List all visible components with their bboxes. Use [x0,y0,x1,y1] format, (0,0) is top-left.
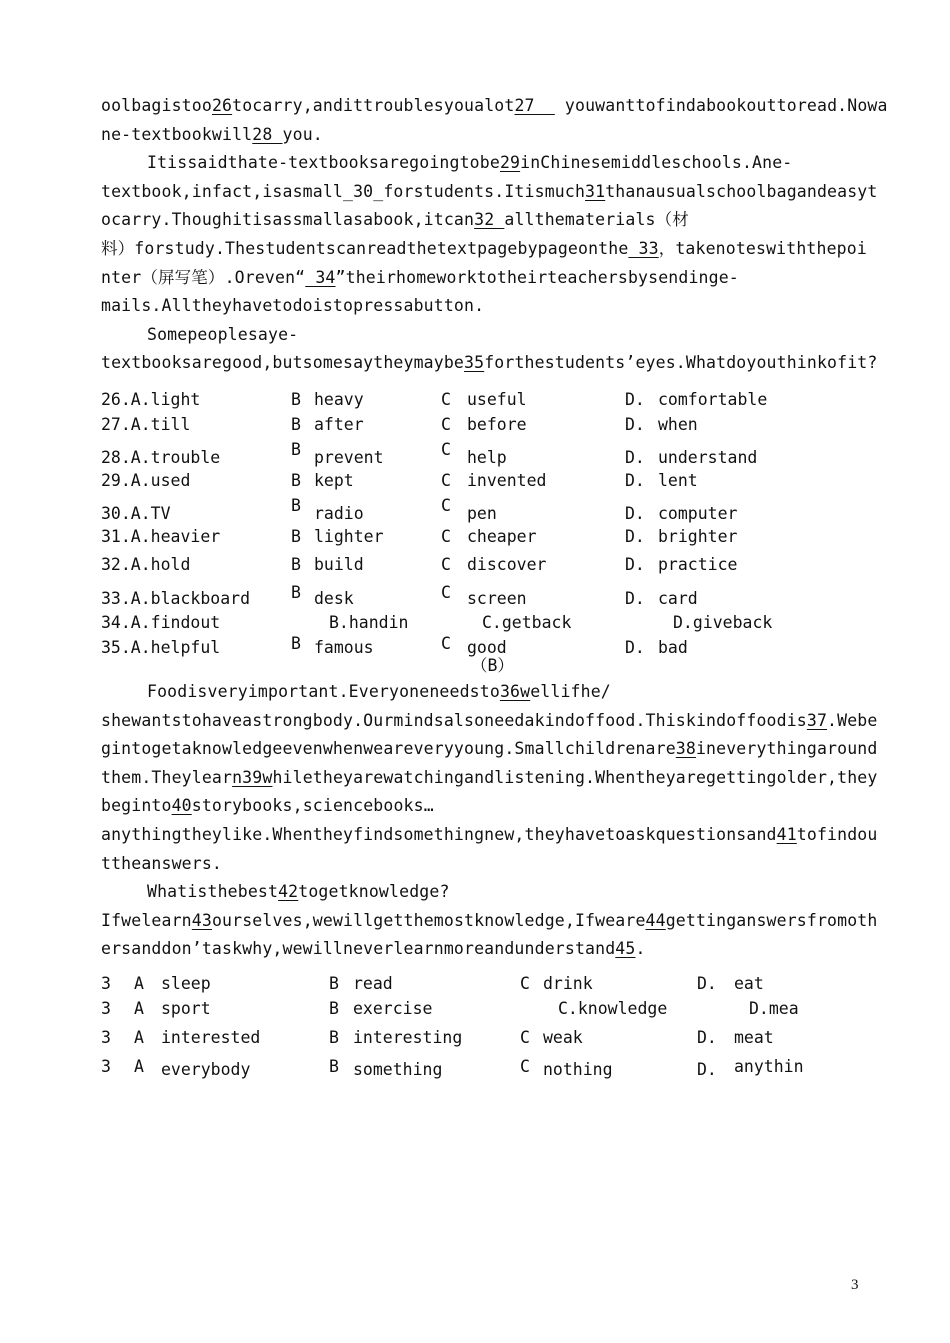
option-a: sleep [161,973,211,993]
text: thanausualschoolbagandeasyt [605,181,878,201]
text: hiletheyarewatchingandlistening.Whentheyaregettingolder,they [272,767,878,787]
text: forthestudents’eyes.Whatdoyouthinkofit? [484,353,878,373]
option-letter: B [291,495,301,515]
option-number: 27.A.till [101,414,191,434]
option-number: 32.A.hold [101,554,191,574]
option-letter: A [134,1027,144,1047]
document-page [101,92,888,1086]
option-letter: C [441,389,451,409]
option-c: help [467,447,507,467]
blank: 36w [499,681,531,701]
text: storybooks,sciencebooks… [191,796,434,816]
option-d: understand [658,447,758,467]
passage-line [101,821,878,850]
blank: 45 [615,939,636,959]
text: .Webe [827,710,878,730]
option-c: screen [467,588,527,608]
option-row-37 [101,997,853,1026]
blank: 40 [171,796,192,816]
option-row-33 [101,581,853,611]
text: Whatisthebest [147,882,279,902]
option-d: lent [658,470,698,490]
option-letter: D. [625,503,645,523]
option-letter: B [291,526,301,546]
option-letter: B [291,470,301,490]
passage-line [101,349,878,378]
text: ellifhe/ [530,681,611,701]
option-letter: B [329,973,339,993]
option-c: drink [543,973,593,993]
blank: 28 [252,124,283,144]
blank: 42 [278,882,299,902]
option-c: discover [467,554,547,574]
option-row-36 [101,972,853,997]
option-row-34 [101,611,853,636]
option-d: card [658,588,698,608]
option-number: 30.A.TV [101,503,171,523]
blank: 29 [499,153,521,173]
option-letter: A [134,998,144,1018]
option-letter: C [441,470,451,490]
text: ”theirhomeworktotheirteachersbysendinge- [335,267,739,287]
option-number: 26.A.light [101,389,201,409]
option-c: weak [543,1027,583,1047]
text: gettinganswersfromoth [665,910,878,930]
option-letter: B [329,1027,339,1047]
option-a: sport [161,998,211,1018]
text: ttheanswers. [101,853,223,873]
text: anythingtheylike.Whentheyfindsomethingnew,theyhavetoaskquestionsand [101,824,777,844]
passage-line [101,764,878,793]
text: ineverythingaround [695,739,878,759]
option-row-35 [101,633,853,680]
option-d: meat [734,1027,774,1047]
options-a [101,388,853,680]
option-a: everybody [161,1059,251,1079]
option-c: useful [467,389,527,409]
option-letter: D. [625,414,645,434]
passage-line [101,707,878,736]
option-letter: C [520,1056,530,1076]
option-letter: D. [625,389,645,409]
blank: 26 [211,96,233,115]
passage-line [101,735,878,764]
blank: 32 [474,210,505,230]
option-letter: B [291,554,301,574]
passage-line [101,935,853,964]
option-letter: C [441,414,451,434]
blank: 31 [585,181,606,201]
option-number: 3 [101,973,111,993]
option-letter: B [291,389,301,409]
text: ersanddon’taskwhy,wewillneverlearnmoreandunderstand [101,939,616,959]
option-row-29 [101,469,853,494]
option-row-28 [101,438,853,469]
blank: 35 [464,353,485,373]
option-number: 3 [101,1027,111,1047]
option-letter: D. [625,588,645,608]
option-letter: C [441,582,451,602]
passage-line [101,235,867,264]
option-letter: D. [697,1027,717,1047]
option-b: lighter [314,526,384,546]
option-letter: B [291,439,301,459]
option-b: something [353,1059,443,1079]
text: Itissaidthate-textbooksaregoingtobe [147,153,500,173]
option-letter: B [291,633,301,653]
option-d: brighter [658,526,738,546]
text: Somepeoplesaye- [147,324,299,344]
option-row-31 [101,525,853,553]
option-letter: C [441,554,451,574]
text: tocarry,andittroublesyoualot [232,96,515,115]
option-d: comfortable [658,389,768,409]
text: Ifwelearn [101,910,192,930]
option-row-32 [101,553,853,581]
option-b: heavy [314,389,364,409]
option-d: practice [658,554,738,574]
text: inChinesemiddleschools.Ane- [520,153,793,173]
passage-line [101,292,853,321]
option-letter: C [441,526,451,546]
option-b: interesting [353,1027,463,1047]
blank: 41 [776,824,797,844]
option-c: C.getback [482,612,572,632]
option-b: radio [314,503,364,523]
option-number: 3 [101,1056,111,1076]
option-letter: C [441,633,451,653]
option-c: before [467,414,527,434]
passage-line [101,149,853,178]
option-row-39 [101,1055,853,1086]
option-row-30 [101,494,853,525]
option-b: after [314,414,364,434]
option-d: D.giveback [673,612,773,632]
option-d: eat [734,973,764,993]
blank: 37 [806,710,828,730]
option-b: B.handin [329,612,409,632]
passage-line [101,321,853,350]
option-number: 34.A.findout [101,612,221,632]
option-d: anythin [734,1056,804,1076]
passage-line [101,678,853,707]
passage-line [101,907,878,936]
text: youwanttofindabookouttoread.Nowa [554,96,888,115]
passage-line [101,206,853,235]
option-c: pen [467,503,497,523]
option-letter: C [520,973,530,993]
option-number: 33.A.blackboard [101,588,251,608]
option-number: 35.A.helpful [101,637,221,657]
option-number: 3 [101,998,111,1018]
text: tofindou [796,824,878,844]
option-letter: D. [697,973,717,993]
text: 料）forstudy.Thestudentscanreadthetextpagebypageonthe [101,238,629,258]
options-b [101,972,853,1086]
option-letter: C [441,439,451,459]
option-b: famous [314,637,374,657]
blank: 44 [645,910,666,930]
option-letter: B [291,414,301,434]
option-c: invented [467,470,547,490]
text: ourselves,wewillgetthemostknowledge,Ifweare [211,910,646,930]
text: oolbagistoo [101,96,212,115]
option-letter: B [291,582,301,602]
text: Foodisveryimportant.Everyoneneedsto [147,681,500,701]
blank: 38 [675,739,696,759]
option-letter: B [329,1056,339,1076]
option-d: computer [658,503,738,523]
option-c: good [467,637,507,657]
option-d: bad [658,637,688,657]
option-letter: D. [625,470,645,490]
option-d: D.mea [749,998,799,1018]
option-b: prevent [314,447,384,467]
option-letter: A [134,973,144,993]
passage-b [101,678,878,964]
blank: n39w [232,767,273,787]
passage-line [101,878,853,907]
text: ocarry.Thoughitisassmallasabook,itcan [101,210,475,230]
passage-line [101,264,853,293]
option-c: cheaper [467,526,537,546]
passage-line [101,178,878,207]
page-number: 3 [851,1277,859,1293]
option-row-27 [101,413,853,438]
passage-line [101,850,853,879]
option-letter: C [441,495,451,515]
option-letter: D. [625,637,645,657]
text: beginto [101,796,172,816]
text: ne-textbookwill [101,124,253,144]
option-c: nothing [543,1059,613,1079]
option-letter: A [134,1056,144,1076]
text: shewantstohaveastrongbody.Ourmindsalsoneedakindoffood.Thiskindoffoodis [101,710,807,730]
option-b: desk [314,588,354,608]
option-a: interested [161,1027,261,1047]
option-b: read [353,973,393,993]
text: textbooksaregood,butsomesaytheymaybe [101,353,465,373]
passage-a [101,92,888,378]
option-row-26 [101,388,853,413]
option-letter: D. [625,554,645,574]
text: togetknowledge? [298,882,450,902]
blank: 27 [514,96,555,115]
text: you. [282,124,323,144]
option-letter: D. [625,526,645,546]
option-number: 31.A.heavier [101,526,221,546]
text: textbook,infact,isasmall_30_forstudents.Itismuch [101,181,586,201]
text: gintogetaknowledgeevenwhenweareveryyoung.Smallchildrenare [101,739,676,759]
option-number: 28.A.trouble [101,447,221,467]
passage-line [101,792,853,821]
option-d: when [658,414,698,434]
blank: 43 [191,910,212,930]
option-b: build [314,554,364,574]
text: ，takenoteswiththepoi [658,238,867,258]
text: . [635,939,646,959]
text: nter（屏写笔）.Oreven“ [101,267,306,287]
option-b: kept [314,470,354,490]
option-letter: D. [625,447,645,467]
passage-line [101,92,888,121]
passage-line [101,121,853,150]
blank: 34 [305,267,336,287]
option-letter: C [520,1027,530,1047]
text: mails.Alltheyhavetodoistopressabutton. [101,296,485,316]
option-letter: B [329,998,339,1018]
option-row-38 [101,1026,853,1055]
blank: 33 [628,238,659,258]
section-b-label: （B） [471,655,514,675]
option-number: 29.A.used [101,470,191,490]
option-c: C.knowledge [558,998,668,1018]
text: them.Theylear [101,767,233,787]
option-b: exercise [353,998,433,1018]
text: allthematerials（材 [504,210,689,230]
option-letter: D. [697,1059,717,1079]
